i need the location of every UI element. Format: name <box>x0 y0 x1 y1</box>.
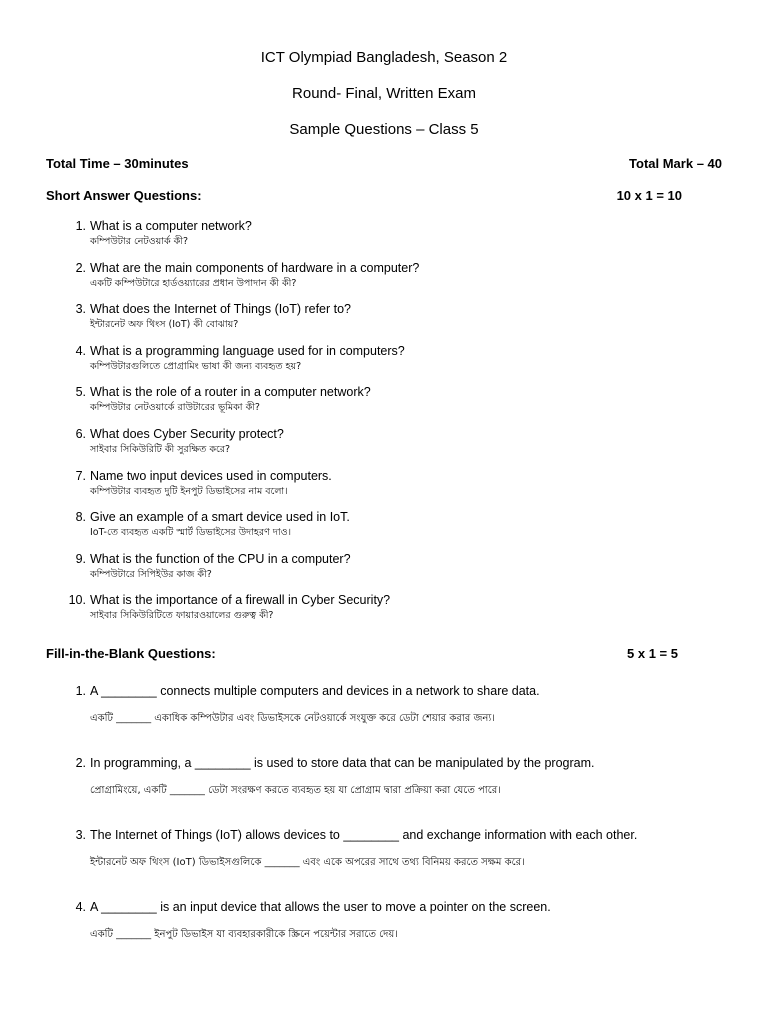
question-text-en: What does Cyber Security protect? <box>90 426 284 441</box>
question-item <box>64 756 724 828</box>
question-number: 4. <box>75 900 86 914</box>
exam-meta-row <box>46 156 722 172</box>
question-text-en: What is the importance of a firewall in Cyber Security? <box>90 593 391 608</box>
question-item <box>64 684 724 756</box>
question-item <box>64 385 724 427</box>
total-mark: Total Mark – 40 <box>629 156 722 171</box>
exam-round: Round- Final, Written Exam <box>292 85 476 102</box>
question-text-en: In programming, a ________ is used to store data that can be manipulated by the program. <box>90 756 595 770</box>
question-text-en: A ________ is an input device that allows the user to move a pointer on the screen. <box>90 900 551 914</box>
question-number: 6. <box>75 426 86 441</box>
question-text-en: Name two input devices used in computers. <box>90 468 332 483</box>
total-time: Total Time – 30minutes <box>46 156 189 171</box>
question-item <box>64 900 724 972</box>
question-text-bn: প্রোগ্রামিংয়ে, একটি _______ ডেটা সংরক্ষণ করতে ব্যবহৃত হয় যা প্রোগ্রাম দ্বারা প্রক্রিয়া করা যেতে পারে। <box>90 785 501 796</box>
short-answer-list <box>64 219 724 635</box>
document-title: ICT Olympiad Bangladesh, Season 2 <box>260 49 508 66</box>
section-heading: Fill-in-the-Blank Questions: <box>46 646 216 661</box>
question-number: 1. <box>75 219 86 233</box>
question-text-en: What is a computer network? <box>90 219 252 233</box>
section-marks: 5 x 1 = 5 <box>627 646 678 661</box>
fill-blank-list <box>64 684 724 972</box>
question-number: 5. <box>75 385 86 400</box>
question-text-bn: সাইবার সিকিউরিটি কী সুরক্ষিত করে? <box>90 443 231 455</box>
section-marks: 10 x 1 = 10 <box>616 188 682 203</box>
question-number: 4. <box>75 343 86 358</box>
question-text-bn: ইন্টারনেট অফ থিংস (IoT) কী বোঝায়? <box>90 319 239 331</box>
question-number: 8. <box>75 510 86 525</box>
question-text-en: What is the role of a router in a computer network? <box>90 385 371 400</box>
question-item <box>64 219 724 261</box>
question-item <box>64 427 724 469</box>
question-item <box>64 261 724 303</box>
question-text-bn: কম্পিউটারে সিপিইউর কাজ কী? <box>90 568 212 580</box>
question-text-bn: কম্পিউটার ব্যবহৃত দুটি ইনপুট ডিভাইসের নাম বলো। <box>90 485 288 497</box>
question-text-en: What are the main components of hardware in a computer? <box>90 260 420 275</box>
question-text-en: Give an example of a smart device used in IoT. <box>90 510 350 525</box>
fill-blank-header <box>46 646 722 662</box>
question-text-en: What is the function of the CPU in a computer? <box>90 551 351 566</box>
question-number: 7. <box>75 468 86 483</box>
question-number: 2. <box>75 756 86 770</box>
question-text-bn: কম্পিউটার নেটওয়ার্ক কী? <box>90 236 189 247</box>
question-number: 1. <box>75 684 86 698</box>
question-number: 9. <box>75 551 86 566</box>
question-item <box>64 593 724 635</box>
question-text-bn: একটি কম্পিউটারে হার্ডওয়্যারের প্রধান উপাদান কী কী? <box>90 277 297 289</box>
question-text-bn: কম্পিউটারগুলিতে প্রোগ্রামিং ভাষা কী জন্য ব্যবহৃত হয়? <box>90 360 302 372</box>
question-text-en: What does the Internet of Things (IoT) refer to? <box>90 302 352 317</box>
question-number: 2. <box>75 260 86 275</box>
section-heading: Short Answer Questions: <box>46 188 202 203</box>
question-item <box>64 302 724 344</box>
question-text-en: The Internet of Things (IoT) allows devices to ________ and exchange information with each other. <box>90 828 638 842</box>
question-item <box>64 552 724 594</box>
question-text-bn: ইন্টারনেট অফ থিংস (IoT) ডিভাইসগুলিকে _______ এবং একে অপরের সাথে তথ্য বিনিময় করতে সক্ষম করে। <box>90 857 525 868</box>
short-answer-header <box>46 188 722 204</box>
question-text-en: What is a programming language used for in computers? <box>90 343 405 358</box>
question-text-bn: একটি _______ একাধিক কম্পিউটার এবং ডিভাইসকে নেটওয়ার্কে সংযুক্ত করে ডেটা শেয়ার করার জন্য। <box>90 713 495 724</box>
document-subtitle: Sample Questions – Class 5 <box>289 121 479 138</box>
question-text-bn: IoT-তে ব্যবহৃত একটি স্মার্ট ডিভাইসের উদাহরণ দাও। <box>90 527 291 539</box>
question-number: 3. <box>75 828 86 842</box>
question-number: 3. <box>75 302 86 317</box>
question-text-bn: একটি _______ ইনপুট ডিভাইস যা ব্যবহারকারীকে স্ক্রিনে পয়েন্টার সরাতে দেয়। <box>90 929 398 940</box>
question-item <box>64 828 724 900</box>
question-text-bn: সাইবার সিকিউরিটিতে ফায়ারওয়ালের গুরুত্ব কী? <box>90 610 274 622</box>
question-item <box>64 344 724 386</box>
question-number: 10. <box>68 593 86 608</box>
question-item <box>64 510 724 552</box>
question-item <box>64 469 724 511</box>
question-text-bn: কম্পিউটার নেটওয়ার্কে রাউটারের ভূমিকা কী? <box>90 402 260 414</box>
question-text-en: A ________ connects multiple computers and devices in a network to share data. <box>90 684 540 698</box>
